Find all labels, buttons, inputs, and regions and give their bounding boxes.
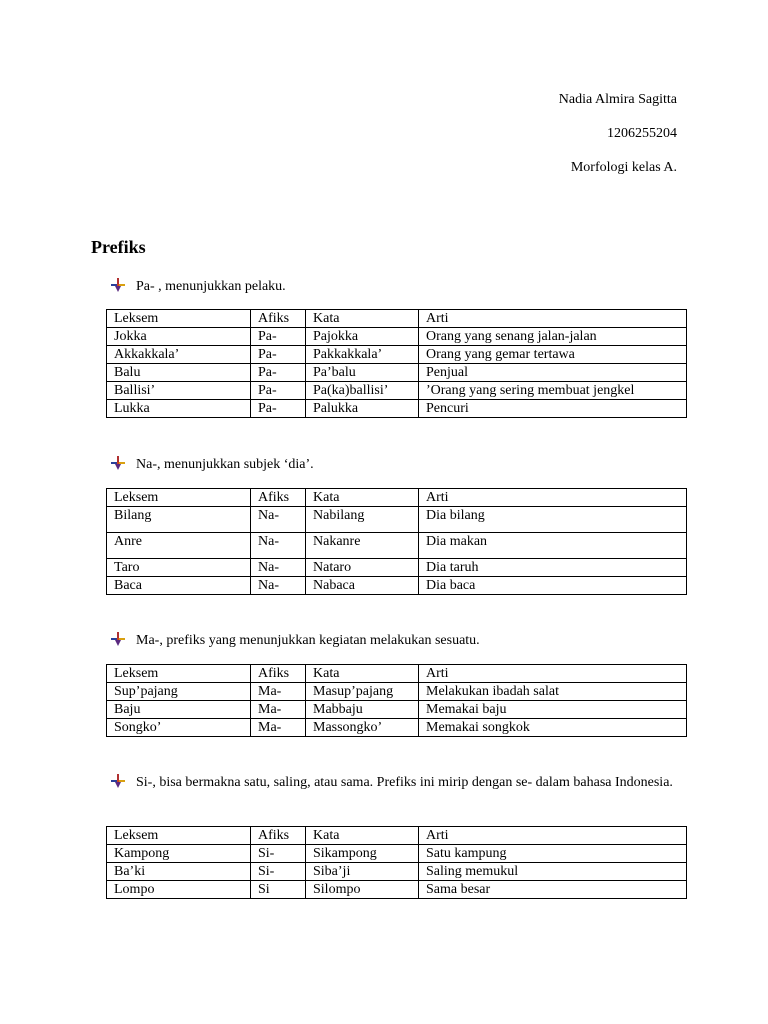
column-header: Leksem <box>107 489 251 507</box>
colored-quad-arrow-icon <box>111 632 125 646</box>
table-cell: Saling memukul <box>419 863 687 881</box>
table-cell: Baju <box>107 701 251 719</box>
table-cell: Massongko’ <box>306 719 419 737</box>
table-row <box>107 863 687 881</box>
table-cell: Si <box>251 881 306 899</box>
column-header: Kata <box>306 665 419 683</box>
table-row <box>107 701 687 719</box>
table-cell: Siba’ji <box>306 863 419 881</box>
table-cell: Ma- <box>251 719 306 737</box>
table-cell: Nabaca <box>306 577 419 595</box>
table-cell: Pa’balu <box>306 364 419 382</box>
table-row <box>107 683 687 701</box>
table-cell: Pakkakkala’ <box>306 346 419 364</box>
table-cell: Masup’pajang <box>306 683 419 701</box>
table-cell: Akkakkala’ <box>107 346 251 364</box>
table-cell: Si- <box>251 863 306 881</box>
table-cell: Orang yang senang jalan-jalan <box>419 328 687 346</box>
table-row <box>107 881 687 899</box>
table-cell: Na- <box>251 559 306 577</box>
table-cell: Ma- <box>251 701 306 719</box>
table-cell: Dia makan <box>419 533 687 559</box>
column-header: Afiks <box>251 665 306 683</box>
table-row <box>107 400 687 418</box>
table-cell: Na- <box>251 577 306 595</box>
table-cell: Satu kampung <box>419 845 687 863</box>
table-cell: Dia taruh <box>419 559 687 577</box>
bullet-text: Na-, menunjukkan subjek ‘dia’. <box>136 457 314 472</box>
table-cell: Memakai baju <box>419 701 687 719</box>
table-cell: Dia baca <box>419 577 687 595</box>
table-cell: Jokka <box>107 328 251 346</box>
table-row <box>107 507 687 533</box>
table-cell: Lukka <box>107 400 251 418</box>
table-cell: Taro <box>107 559 251 577</box>
table-cell: Lompo <box>107 881 251 899</box>
table-cell: Sup’pajang <box>107 683 251 701</box>
table-cell: Orang yang gemar tertawa <box>419 346 687 364</box>
table-cell: Nakanre <box>306 533 419 559</box>
table-cell: Baca <box>107 577 251 595</box>
table-cell: Ba’ki <box>107 863 251 881</box>
prefix-table <box>106 309 687 418</box>
table-row <box>107 559 687 577</box>
table-row <box>107 346 687 364</box>
table-cell: Songko’ <box>107 719 251 737</box>
table-cell: Sikampong <box>306 845 419 863</box>
table-cell: Silompo <box>306 881 419 899</box>
table-cell: Mabbaju <box>306 701 419 719</box>
prefix-table <box>106 826 687 899</box>
table-cell: Pa- <box>251 328 306 346</box>
column-header: Leksem <box>107 665 251 683</box>
table-cell: Si- <box>251 845 306 863</box>
column-header: Arti <box>419 827 687 845</box>
column-header: Leksem <box>107 827 251 845</box>
table-cell: Pa(ka)ballisi’ <box>306 382 419 400</box>
table-cell: Balu <box>107 364 251 382</box>
table-cell: Melakukan ibadah salat <box>419 683 687 701</box>
table-row <box>107 533 687 559</box>
table-cell: Nataro <box>306 559 419 577</box>
table-cell: Palukka <box>306 400 419 418</box>
table-cell: Dia bilang <box>419 507 687 533</box>
class-label: Morfologi kelas A. <box>570 160 677 175</box>
table-cell: Na- <box>251 533 306 559</box>
table-header-row <box>107 665 687 683</box>
table-row <box>107 382 687 400</box>
column-header: Afiks <box>251 489 306 507</box>
column-header: Kata <box>306 489 419 507</box>
table-cell: Bilang <box>107 507 251 533</box>
column-header: Leksem <box>107 310 251 328</box>
table-row <box>107 364 687 382</box>
bullet-item <box>111 630 676 651</box>
column-header: Arti <box>419 310 687 328</box>
table-cell: Kampong <box>107 845 251 863</box>
table-cell: Pa- <box>251 382 306 400</box>
table-cell: Pa- <box>251 400 306 418</box>
table-cell: Sama besar <box>419 881 687 899</box>
table-cell: Ballisi’ <box>107 382 251 400</box>
student-id: 1206255204 <box>607 126 677 141</box>
prefix-table <box>106 488 687 595</box>
table-header-row <box>107 489 687 507</box>
colored-quad-arrow-icon <box>111 278 125 292</box>
column-header: Afiks <box>251 310 306 328</box>
column-header: Arti <box>419 489 687 507</box>
table-cell: Pajokka <box>306 328 419 346</box>
colored-quad-arrow-icon <box>111 456 125 470</box>
table-cell: Anre <box>107 533 251 559</box>
bullet-text: Si-, bisa bermakna satu, saling, atau sama. Prefiks ini mirip dengan se- dalam bahasa Indonesia. <box>136 775 673 790</box>
table-cell: Pencuri <box>419 400 687 418</box>
table-row <box>107 577 687 595</box>
bullet-text: Pa- , menunjukkan pelaku. <box>136 279 286 294</box>
column-header: Kata <box>306 827 419 845</box>
table-cell: Ma- <box>251 683 306 701</box>
table-cell: Memakai songkok <box>419 719 687 737</box>
table-cell: Pa- <box>251 364 306 382</box>
colored-quad-arrow-icon <box>111 774 125 788</box>
column-header: Arti <box>419 665 687 683</box>
table-cell: ’Orang yang sering membuat jengkel <box>419 382 687 400</box>
table-header-row <box>107 827 687 845</box>
section-title: Prefiks <box>91 237 146 257</box>
table-cell: Na- <box>251 507 306 533</box>
table-cell: Pa- <box>251 346 306 364</box>
bullet-item <box>111 276 676 297</box>
column-header: Kata <box>306 310 419 328</box>
table-row <box>107 845 687 863</box>
table-row <box>107 719 687 737</box>
bullet-item <box>111 772 676 793</box>
bullet-text: Ma-, prefiks yang menunjukkan kegiatan melakukan sesuatu. <box>136 633 480 648</box>
prefix-table <box>106 664 687 737</box>
table-cell: Nabilang <box>306 507 419 533</box>
column-header: Afiks <box>251 827 306 845</box>
table-cell: Penjual <box>419 364 687 382</box>
table-row <box>107 328 687 346</box>
bullet-item <box>111 454 676 475</box>
author-name: Nadia Almira Sagitta <box>558 92 677 107</box>
table-header-row <box>107 310 687 328</box>
